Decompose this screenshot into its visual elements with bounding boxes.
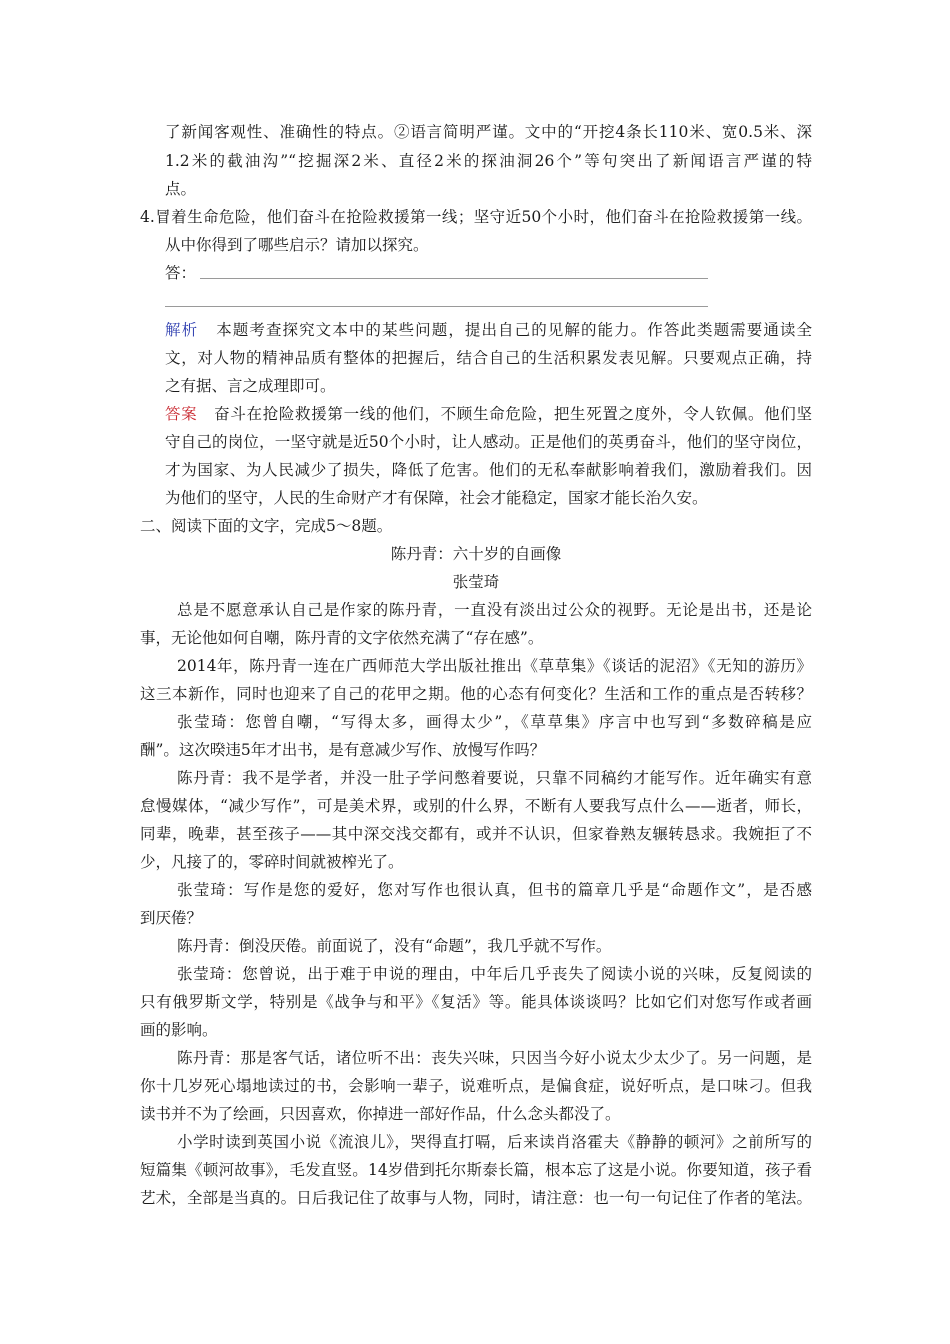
article-author: 张莹琦 — [452, 573, 500, 591]
analysis-label: 解析 — [165, 321, 199, 339]
article-p8-line-2: 你十几岁死心塌地读过的书，会影响一辈子，说难听点，是偏食症，说好听点，是口味刁。但我 — [140, 1077, 812, 1095]
article-p7-line-3: 画的影响。 — [140, 1021, 218, 1039]
article-p4-line-2: 怠慢媒体，“减少写作”，可是美术界，或别的什么界，不断有人要我写点什么——逝者，师长， — [140, 797, 812, 815]
article-p1-line-2: 事，无论他如何自嘲，陈丹青的文字依然充满了“存在感”。 — [140, 629, 544, 647]
article-p8-line-3: 读书并不为了绘画，只因喜欢，你掉进一部好作品，什么念头都没了。 — [140, 1105, 621, 1123]
prev-answer-line-1: 了新闻客观性、准确性的特点。②语言简明严谨。文中的“开挖4条长110米、宽0.5米、深 — [165, 123, 812, 141]
article-p9-line-2: 短篇集《顿河故事》，毛发直竖。14岁借到托尔斯泰长篇，根本忘了这是小说。你要知道，孩子看 — [140, 1161, 812, 1179]
section-2-heading: 二、阅读下面的文字，完成5～8题。 — [140, 517, 393, 535]
article-title: 陈丹青：六十岁的自画像 — [390, 545, 562, 563]
article-p4-line-4: 少，凡接了的，零碎时间就被榨光了。 — [140, 853, 404, 871]
article-p9-line-1: 小学时读到英国小说《流浪儿》，哭得直打嗝，后来读肖洛霍夫《静静的顿河》之前所写的 — [177, 1133, 812, 1151]
prev-answer-line-2: 1.2米的截油沟”“挖掘深2米、直径2米的探油洞26个”等句突出了新闻语言严谨的特 — [165, 152, 812, 170]
answer-line-4: 为他们的坚守，人民的生命财产才有保障，社会才能稳定，国家才能长治久安。 — [165, 489, 708, 507]
answer-text-1: 奋斗在抢险救援第一线的他们，不顾生命危险，把生死置之度外，令人钦佩。他们坚 — [214, 405, 812, 423]
article-p1-line-1: 总是不愿意承认自己是作家的陈丹青，一直没有淡出过公众的视野。无论是出书，还是论 — [177, 601, 812, 619]
prev-answer-line-3: 点。 — [165, 180, 197, 198]
article-p2-line-2: 这三本新作，同时也迎来了自己的花甲之期。他的心态有何变化？生活和工作的重点是否转移？ — [140, 685, 812, 703]
answer-prompt: 答： — [165, 264, 197, 282]
article-p7-line-1: 张莹琦：您曾说，出于难于申说的理由，中年后几乎丧失了阅读小说的兴味，反复阅读的 — [177, 965, 812, 983]
article-p4-line-1: 陈丹青：我不是学者，并没一肚子学问憋着要说，只靠不同稿约才能写作。近年确实有意 — [177, 769, 812, 787]
analysis-line-3: 之有据、言之成理即可。 — [165, 377, 336, 395]
article-p3-line-1: 张莹琦：您曾自嘲，“写得太多，画得太少”，《草草集》序言中也写到“多数碎稿是应 — [177, 713, 812, 731]
article-p6-line-1: 陈丹青：倒没厌倦。前面说了，没有“命题”，我几乎就不写作。 — [177, 937, 612, 955]
article-p8-line-1: 陈丹青：那是客气话，诸位听不出：丧失兴味，只因当今好小说太少太少了。另一问题，是 — [177, 1049, 812, 1067]
answer-blank-line-1[interactable] — [200, 278, 708, 279]
article-p2-line-1: 2014年，陈丹青一连在广西师范大学出版社推出《草草集》《谈话的泥沼》《无知的游历》 — [177, 657, 812, 675]
article-p4-line-3: 同辈，晚辈，甚至孩子——其中深交浅交都有，或并不认识，但家眷熟友辗转恳求。我婉拒了不 — [140, 825, 812, 843]
answer-line-3: 才为国家、为人民减少了损失，降低了危害。他们的无私奉献影响着我们，激励着我们。因 — [165, 461, 812, 479]
analysis-line-1 — [165, 320, 812, 340]
article-p5-line-2: 到厌倦？ — [140, 909, 203, 927]
answer-label: 答案 — [165, 405, 198, 423]
article-p9-line-3: 艺术，全部是当真的。日后我记住了故事与人物，同时，请注意：也一句一句记住了作者的笔法。 — [140, 1189, 812, 1207]
answer-blank-line-2[interactable] — [165, 306, 708, 307]
analysis-text-1: 本题考查探究文本中的某些问题，提出自己的见解的能力。作答此类题需要通读全 — [216, 321, 812, 339]
analysis-line-2: 文，对人物的精神品质有整体的把握后，结合自己的生活积累发表见解。只要观点正确，持 — [165, 349, 812, 367]
article-p3-line-2: 酬”。这次暌违5年才出书，是有意减少写作、放慢写作吗？ — [140, 741, 546, 759]
question-4-line-1: 4.冒着生命危险，他们奋斗在抢险救援第一线；坚守近50个小时，他们奋斗在抢险救援第一线。 — [140, 208, 812, 226]
article-p7-line-2: 只有俄罗斯文学，特别是《战争与和平》《复活》等。能具体谈谈吗？比如它们对您写作或者画 — [140, 993, 812, 1011]
article-p5-line-1: 张莹琦：写作是您的爱好，您对写作也很认真，但书的篇章几乎是“命题作文”，是否感 — [177, 881, 812, 899]
answer-line-2: 守自己的岗位，一坚守就是近50个小时，让人感动。正是他们的英勇奋斗，他们的坚守岗位， — [165, 433, 812, 451]
question-4-line-2: 从中你得到了哪些启示？请加以探究。 — [165, 236, 429, 254]
answer-line-1 — [165, 404, 812, 424]
